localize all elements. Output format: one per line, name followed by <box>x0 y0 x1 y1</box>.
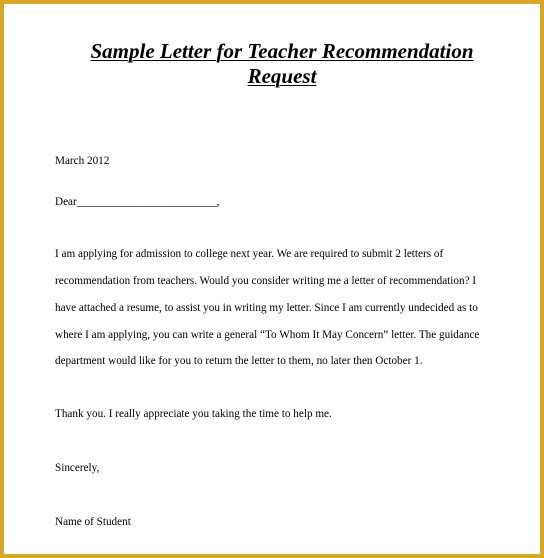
body-line-3: have attached a resume, to assist you in writing my letter. Since I am currently undecided as to <box>55 302 478 314</box>
title-line-1: Sample Letter for Teacher Recommendation <box>90 39 474 63</box>
body-line-5: department would like for you to return the letter to them, no later then October 1. <box>55 355 423 367</box>
letter-salutation: Dear_________________________, <box>55 196 220 208</box>
title-line-2: Request <box>247 64 317 88</box>
body-line-4: where I am applying, you can write a general “To Whom It May Concern” letter. The guidance <box>55 329 480 341</box>
signature-line: Name of Student <box>55 516 131 528</box>
letter-title <box>44 39 520 89</box>
body-line-1: I am applying for admission to college next year. We are required to submit 2 letters of <box>55 248 444 260</box>
closing-line: Sincerely, <box>55 462 100 474</box>
letter-date: March 2012 <box>55 155 110 167</box>
thanks-line: Thank you. I really appreciate you taking the time to help me. <box>55 408 332 420</box>
body-line-2: recommendation from teachers. Would you consider writing me a letter of recommendation? I <box>55 275 477 287</box>
